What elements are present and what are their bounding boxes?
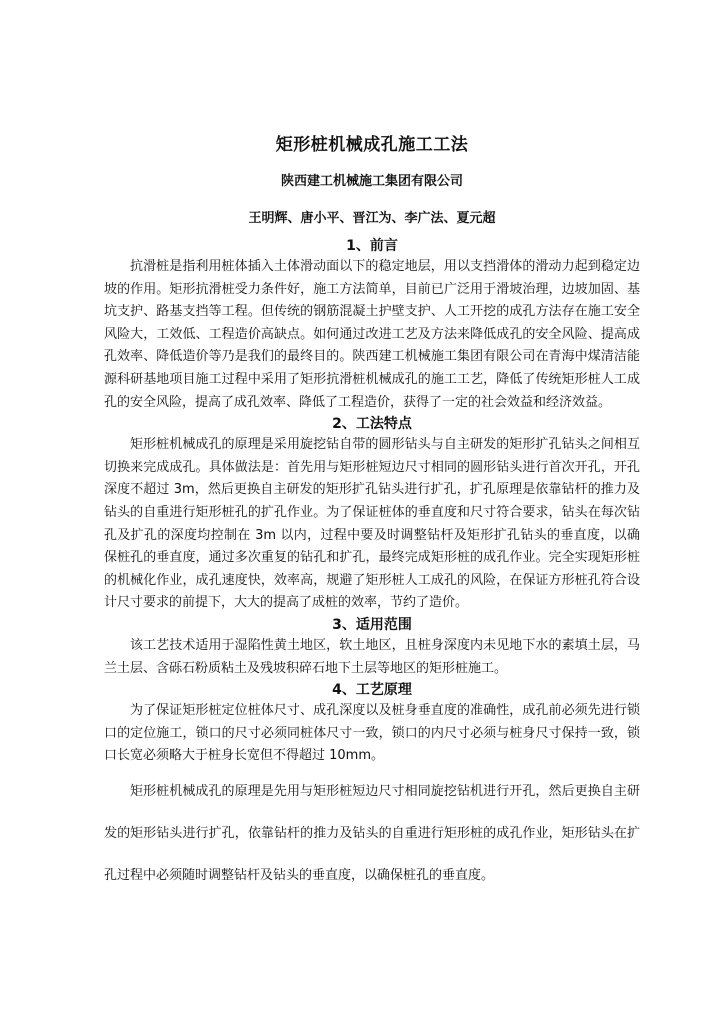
body-paragraph: 该工艺技术适用于湿陷性黄土地区，软土地区，且桩身深度内未见地下水的素填土层，马兰土层、含砾石粉质粘土及残坡积碎石地下土层等地区的矩形桩施工。 bbox=[104, 637, 640, 676]
document-title: 矩形桩机械成孔施工工法 bbox=[275, 135, 469, 155]
section-heading: 2、工法特点 bbox=[332, 416, 412, 433]
body-paragraph: 为了保证矩形桩定位桩体尺寸、成孔深度以及桩身垂直度的准确性，成孔前必须先进行锁口的定位施工，锁口的尺寸必须同桩体尺寸一致，锁口的内尺寸必须与桩身尺寸保持一致，锁口长宽必须略大于桩身长宽但不得超过 10mm。 bbox=[104, 703, 640, 764]
section-heading: 1、前言 bbox=[346, 238, 398, 254]
body-paragraph: 矩形桩机械成孔的原理是采用旋挖钻自带的圆形钻头与自主研发的矩形扩孔钻头之间相互切换来完成成孔。具体做法是：首先用与矩形桩短边尺寸相同的圆形钻头进行首次开孔，开孔深度不超过 3m，然后更换自主研发的矩形扩孔钻头进行扩孔，扩孔原理是依靠钻杆的推力及钻头的自重进行矩形桩孔的扩孔作业。为了保证桩体的垂直度和尺寸符合要求，钻头在每次钻孔及扩孔的深度均控制在 3m 以内，过程中要及时调整钻杆及矩形扩孔钻头的垂直度，以确保桩孔的垂直度，通过多次重复的钻孔和扩孔，最终完成矩形桩的成孔作业。完全实现矩形桩的机械化作业，成孔速度快，效率高，规避了矩形桩人工成孔的风险，在保证方形桩孔符合设计尺寸要求的前提下，大大的提高了成桩的效率，节约了造价。 bbox=[104, 437, 640, 611]
section-principle bbox=[104, 680, 640, 897]
section-heading: 4、工艺原理 bbox=[332, 682, 412, 699]
document-body bbox=[104, 236, 640, 897]
body-paragraph: 抗滑桩是指利用桩体插入土体滑动面以下的稳定地层，用以支挡滑体的滑动力起到稳定边坡的作用。矩形抗滑桩受力条件好，施工方法简单，目前已广泛用于滑坡治理，边坡加固、基坑支护、路基支挡等工程。但传统的钢筋混凝土护壁支护、人工开挖的成孔方法存在施工安全风险大，工效低、工程造价高缺点。如何通过改进工艺及方法来降低成孔的安全风险、提高成孔效率、降低造价等乃是我们的最终目的。陕西建工机械施工集团有限公司在青海中煤清洁能源科研基地项目施工过程中采用了矩形抗滑桩机械成孔的施工工艺，降低了传统矩形桩人工成孔的安全风险，提高了成孔效率、降低了工程造价，获得了一定的社会效益和经济效益。 bbox=[104, 259, 640, 410]
section-heading: 3、适用范围 bbox=[332, 616, 412, 633]
section-introduction bbox=[104, 236, 640, 414]
organization-name: 陕西建工机械施工集团有限公司 bbox=[280, 174, 463, 189]
section-features bbox=[104, 414, 640, 615]
author-list: 王明辉、唐小平、晋江为、李广法、夏元超 bbox=[248, 211, 496, 226]
body-paragraph: 矩形桩机械成孔的原理是先用与矩形桩短边尺寸相同旋挖钻机进行开孔，然后更换自主研发的矩形钻头进行扩孔，依靠钻杆的推力及钻头的自重进行矩形桩的成孔作业，矩形钻头在扩孔过程中必须随时调整钻杆及钻头的垂直度，以确保桩孔的垂直度。 bbox=[104, 783, 640, 883]
section-scope bbox=[104, 615, 640, 680]
